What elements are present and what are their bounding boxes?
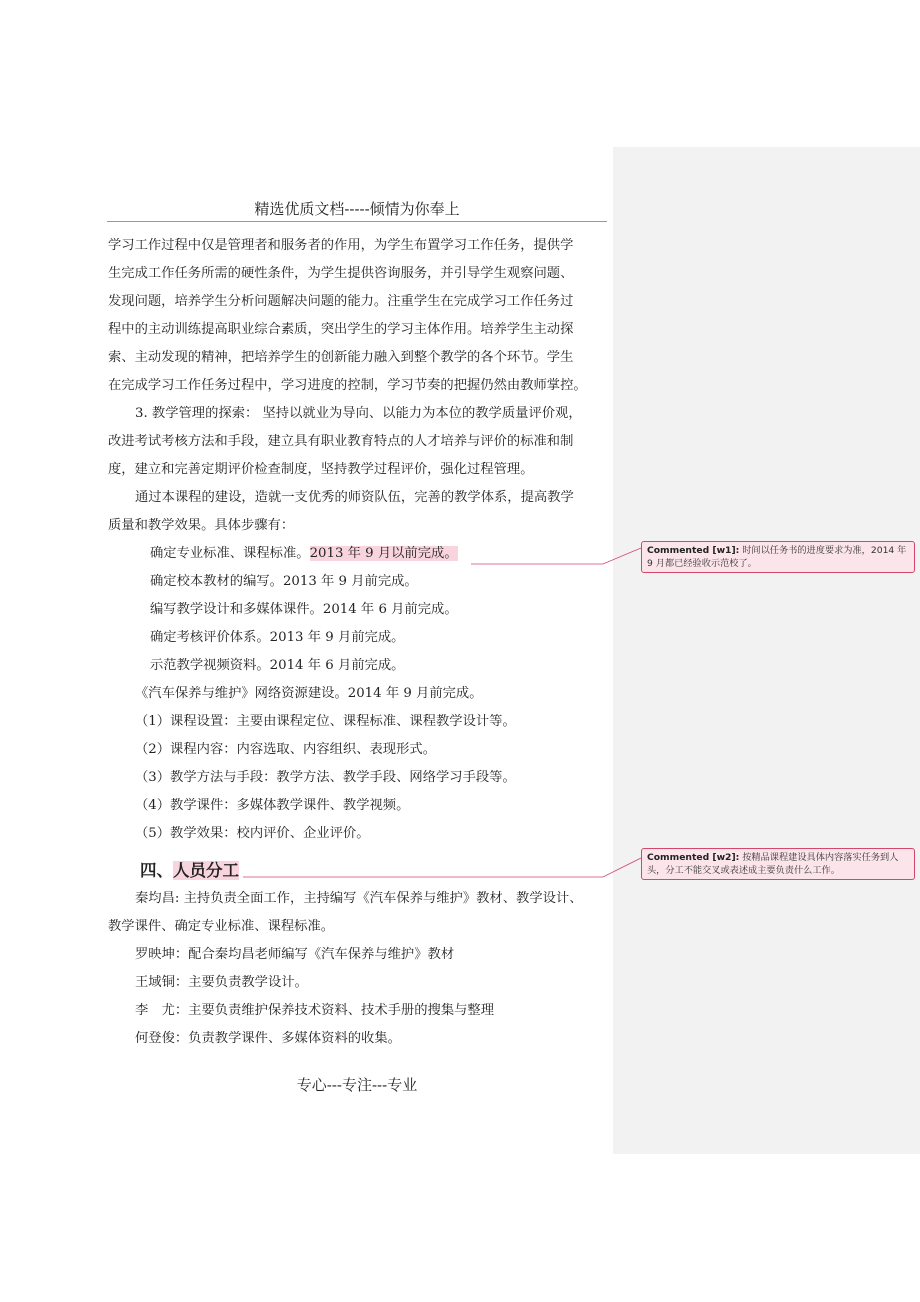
body-line: 程中的主动训练提高职业综合素质，突出学生的学习主体作用。培养学生主动探 <box>108 322 574 337</box>
staff-line: 王域铜：主要负责教学设计。 <box>135 975 308 990</box>
page-footer: 专心---专注---专业 <box>296 1076 418 1094</box>
comment-w2-label: Commented [w2]: <box>647 852 740 863</box>
staff-line: 何登俊：负责教学课件、多媒体资料的收集。 <box>135 1031 401 1046</box>
comment-w2-text: 按精品课程建设具体内容落实任务到人头，分工不能交叉或表述成主要负责什么工作。 <box>647 852 899 876</box>
step-6: 《汽车保养与维护》网络资源建设。2014 年 9 月前完成。 <box>135 686 483 701</box>
step-3: 编写教学设计和多媒体课件。2014 年 6 月前完成。 <box>150 602 458 617</box>
body-line: 在完成学习工作任务过程中，学习进度的控制，学习节奏的把握仍然由教师掌控。 <box>108 378 587 393</box>
comment-w1[interactable] <box>641 541 915 573</box>
comment-w1-label: Commented [w1]: <box>647 545 740 556</box>
step-5: 示范教学视频资料。2014 年 6 月前完成。 <box>150 658 405 673</box>
staff-line: 教学课件、确定专业标准、课程标准。 <box>108 919 335 934</box>
step-2: 确定校本教材的编写。2013 年 9 月前完成。 <box>150 574 418 589</box>
section3-line: 3. 教学管理的探索： 坚持以就业为导向、以能力为本位的教学质量评价观， <box>135 406 582 421</box>
staff-line: 罗映坤：配合秦均昌老师编写《汽车保养与维护》教材 <box>135 947 455 962</box>
intro-line: 质量和教学效果。具体步骤有： <box>108 518 295 533</box>
section3-line: 度，建立和完善定期评价检查制度，坚持教学过程评价，强化过程管理。 <box>108 462 534 477</box>
commented-highlight-w2[interactable]: 人员分工 <box>173 861 239 880</box>
heading-number: 四、 <box>140 861 173 880</box>
comment-pane <box>613 147 920 1154</box>
list-item: （4）教学课件：多媒体教学课件、教学视频。 <box>135 798 410 813</box>
connector-w2 <box>243 858 641 877</box>
list-item: （3）教学方法与手段：教学方法、教学手段、网络学习手段等。 <box>135 770 516 785</box>
comment-w2[interactable] <box>641 848 915 880</box>
body-line: 生完成工作任务所需的硬性条件，为学生提供咨询服务，并引导学生观察问题、 <box>108 266 574 281</box>
step-4: 确定考核评价体系。2013 年 9 月前完成。 <box>150 630 405 645</box>
list-item: （2）课程内容：内容选取、内容组织、表现形式。 <box>135 742 436 757</box>
list-item: （1）课程设置：主要由课程定位、课程标准、课程教学设计等。 <box>135 714 516 729</box>
body-line: 发现问题，培养学生分析问题解决问题的能力。注重学生在完成学习工作任务过 <box>108 294 574 309</box>
staff-line: 李 尤：主要负责维护保养技术资料、技术手册的搜集与整理 <box>135 1003 495 1018</box>
intro-line: 通过本课程的建设，造就一支优秀的师资队伍，完善的教学体系，提高教学 <box>135 490 574 505</box>
page-header: 精选优质文档-----倾情为你奉上 <box>254 200 460 218</box>
comment-w1-text: 时间以任务书的进度要求为准，2014 年 9 月都已经验收示范校了。 <box>647 545 907 569</box>
step-1 <box>150 544 655 564</box>
body-line: 学习工作过程中仅是管理者和服务者的作用，为学生布置学习工作任务，提供学 <box>108 238 574 253</box>
body-line: 索、主动发现的精神，把培养学生的创新能力融入到整个教学的各个环节。学生 <box>108 350 574 365</box>
header-rule <box>107 221 607 222</box>
section3-line: 改进考试考核方法和手段，建立具有职业教育特点的人才培养与评价的标准和制 <box>108 434 574 449</box>
step-1-text: 确定专业标准、课程标准。 <box>150 546 310 561</box>
commented-highlight-w1[interactable]: 2013 年 9 月以前完成。 <box>309 546 458 561</box>
staff-line: 秦均昌: 主持负责全面工作，主持编写《汽车保养与维护》教材、教学设计、 <box>135 891 583 906</box>
section-heading <box>140 857 239 881</box>
list-item: （5）教学效果：校内评价、企业评价。 <box>135 826 370 841</box>
